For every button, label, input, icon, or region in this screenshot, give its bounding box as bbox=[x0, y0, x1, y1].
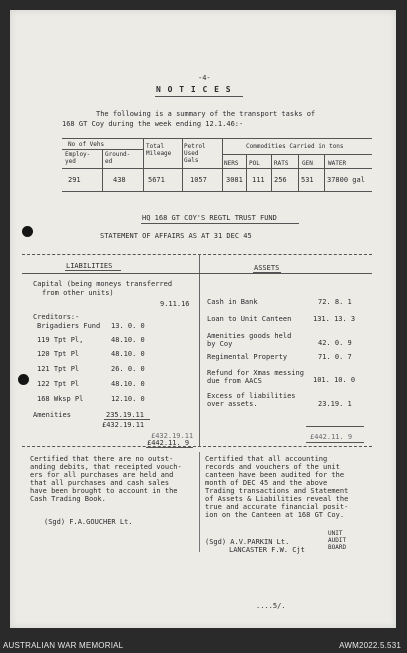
fund-statement: STATEMENT OF AFFAIRS AS AT 31 DEC 45 bbox=[100, 232, 252, 240]
asset-label: Loan to Unit Canteen bbox=[207, 315, 292, 323]
fund-title-underline bbox=[141, 223, 299, 224]
col-pol: POL bbox=[249, 160, 260, 167]
asset-amount: 101. 10. 0 bbox=[313, 376, 356, 384]
cert-right-line: ion on the Canteen at 168 GT Coy. bbox=[205, 511, 345, 519]
liabilities-subtotal: £432.19.11 bbox=[102, 421, 145, 429]
asset-amount: 71. 0. 7 bbox=[318, 353, 352, 361]
col-gen: GEN bbox=[302, 160, 313, 167]
cert-right-line: of Assets & Liabilities reveal the bbox=[205, 495, 349, 503]
cert-right-line: true and accurate financial posit- bbox=[205, 503, 349, 511]
punch-hole-top bbox=[22, 226, 33, 237]
liability-label: 121 Tpt Pl bbox=[37, 365, 80, 373]
statement-top-rule bbox=[22, 254, 372, 255]
cert-right-line: records and vouchers of the unit bbox=[205, 463, 340, 471]
cell-pol: 111 bbox=[252, 176, 265, 184]
liability-amount: 48.10. 0 bbox=[111, 336, 145, 344]
liability-amount: 26. 0. 0 bbox=[111, 365, 145, 373]
amenities-label: Amenities bbox=[33, 411, 71, 419]
creditors-label: Creditors:- bbox=[33, 313, 80, 321]
col-employed: Employ- yed bbox=[65, 151, 91, 165]
liability-label: 168 Wksp Pl bbox=[37, 395, 84, 403]
cert-right-line: canteen have been audited for the bbox=[205, 471, 345, 479]
capital-line-1: Capital (being moneys transferred bbox=[33, 280, 173, 288]
liability-amount: 48.10. 0 bbox=[111, 350, 145, 358]
cell-grounded: 438 bbox=[113, 176, 126, 184]
intro-line-1: The following is a summary of the transport tasks of bbox=[96, 110, 316, 118]
punch-hole-bottom bbox=[18, 374, 29, 385]
statement-center-rule bbox=[199, 254, 200, 446]
liability-amount: 48.10. 0 bbox=[111, 380, 145, 388]
heading-underline bbox=[155, 96, 243, 97]
liabilities-header: LIABILITIES bbox=[66, 262, 113, 270]
col-petrol-used: Petrol Used Gals bbox=[184, 143, 206, 164]
liab-assets-header-rule bbox=[22, 273, 372, 274]
cert-left-line: anding debits, that receipted vouch- bbox=[30, 463, 182, 471]
cell-ners: 3081 bbox=[226, 176, 243, 184]
cert-left-line: ers for all purchases are held and bbox=[30, 471, 174, 479]
amenities-amount: 235.19.11 bbox=[106, 411, 144, 419]
cert-left-line: Cash Trading Book. bbox=[30, 495, 106, 503]
liability-label: Brigadiers Fund bbox=[37, 322, 101, 330]
statement-bottom-rule bbox=[22, 446, 372, 447]
asset-label: Cash in Bank bbox=[207, 298, 258, 306]
cert-right-signature-1: (Sgd) A.V.PARKIN Lt. bbox=[205, 538, 290, 546]
intro-line-2: 168 GT Coy during the week ending 12.1.46:- bbox=[62, 120, 244, 128]
capital-date: 9.11.16 bbox=[160, 300, 190, 308]
fund-title: HQ 168 GT COY'S REGTL TRUST FUND bbox=[142, 214, 277, 222]
assets-total: £442.11. 9 bbox=[310, 433, 353, 441]
liabilities-carried: £432.19.11 bbox=[151, 432, 194, 440]
cell-petrol-used: 1057 bbox=[190, 176, 207, 184]
cert-left-signature: (Sgd) F.A.GOUCHER Lt. bbox=[44, 518, 133, 526]
asset-label: Amenities goods held by Coy bbox=[207, 332, 292, 348]
asset-amount: 72. 8. 1 bbox=[318, 298, 352, 306]
page-heading: N O T I C E S bbox=[156, 85, 232, 94]
liability-label: 122 Tpt Pl bbox=[37, 380, 80, 388]
asset-amount: 23.19. 1 bbox=[318, 400, 352, 408]
capital-line-2: from other units) bbox=[42, 289, 114, 297]
col-ners: NERS bbox=[224, 160, 239, 167]
col-grounded: Ground- ed bbox=[105, 151, 131, 165]
col-total-mileage: Total Mileage bbox=[146, 143, 172, 157]
cert-right-line: Certified that all accounting bbox=[205, 455, 328, 463]
liability-amount: 13. 0. 0 bbox=[111, 322, 145, 330]
liability-label: 120 Tpt Pl bbox=[37, 350, 80, 358]
col-water: WATER bbox=[328, 160, 347, 167]
asset-label: Regimental Property bbox=[207, 353, 288, 361]
cert-left-line: that all purchases and cash sales bbox=[30, 479, 170, 487]
col-rats: RATS bbox=[274, 160, 289, 167]
asset-amount: 131. 13. 3 bbox=[313, 315, 356, 323]
cert-right-line: month of DEC 45 and the above bbox=[205, 479, 328, 487]
assets-header: ASSETS bbox=[254, 264, 280, 272]
continuation-marker: ....5/. bbox=[256, 602, 286, 610]
col-commodities: Commodities Carried in tons bbox=[246, 143, 344, 150]
footer-accession-number: AWM2022.5.531 bbox=[339, 641, 401, 650]
cell-rats: 256 bbox=[274, 176, 287, 184]
liability-amount: 12.10. 0 bbox=[111, 395, 145, 403]
cell-total-mileage: 5671 bbox=[148, 176, 165, 184]
liability-label: 119 Tpt Pl, bbox=[37, 336, 84, 344]
cert-left-line: have been brought to account in the bbox=[30, 487, 178, 495]
cert-divider bbox=[199, 452, 200, 552]
cert-left-line: Certified that there are no outst- bbox=[30, 455, 174, 463]
asset-label: Excess of liabilities over assets. bbox=[207, 392, 296, 408]
page-number: -4- bbox=[198, 74, 211, 82]
asset-amount: 42. 0. 9 bbox=[318, 339, 352, 347]
footer-institution: AUSTRALIAN WAR MEMORIAL bbox=[3, 641, 124, 650]
liabilities-total: £442.11. 9 bbox=[147, 439, 190, 447]
cell-employed: 291 bbox=[68, 176, 81, 184]
cert-right-signature-2: LANCASTER F.W. Cjt bbox=[229, 546, 305, 554]
cell-water: 37800 gal bbox=[327, 176, 365, 184]
cert-right-line: Trading transactions and Statement bbox=[205, 487, 349, 495]
cell-gen: 531 bbox=[301, 176, 314, 184]
col-no-of-vehs: No of Vehs bbox=[68, 141, 105, 148]
unit-audit-board: UNIT AUDIT BOARD bbox=[328, 530, 347, 551]
asset-label: Refund for Xmas messing due from AACS bbox=[207, 369, 304, 385]
